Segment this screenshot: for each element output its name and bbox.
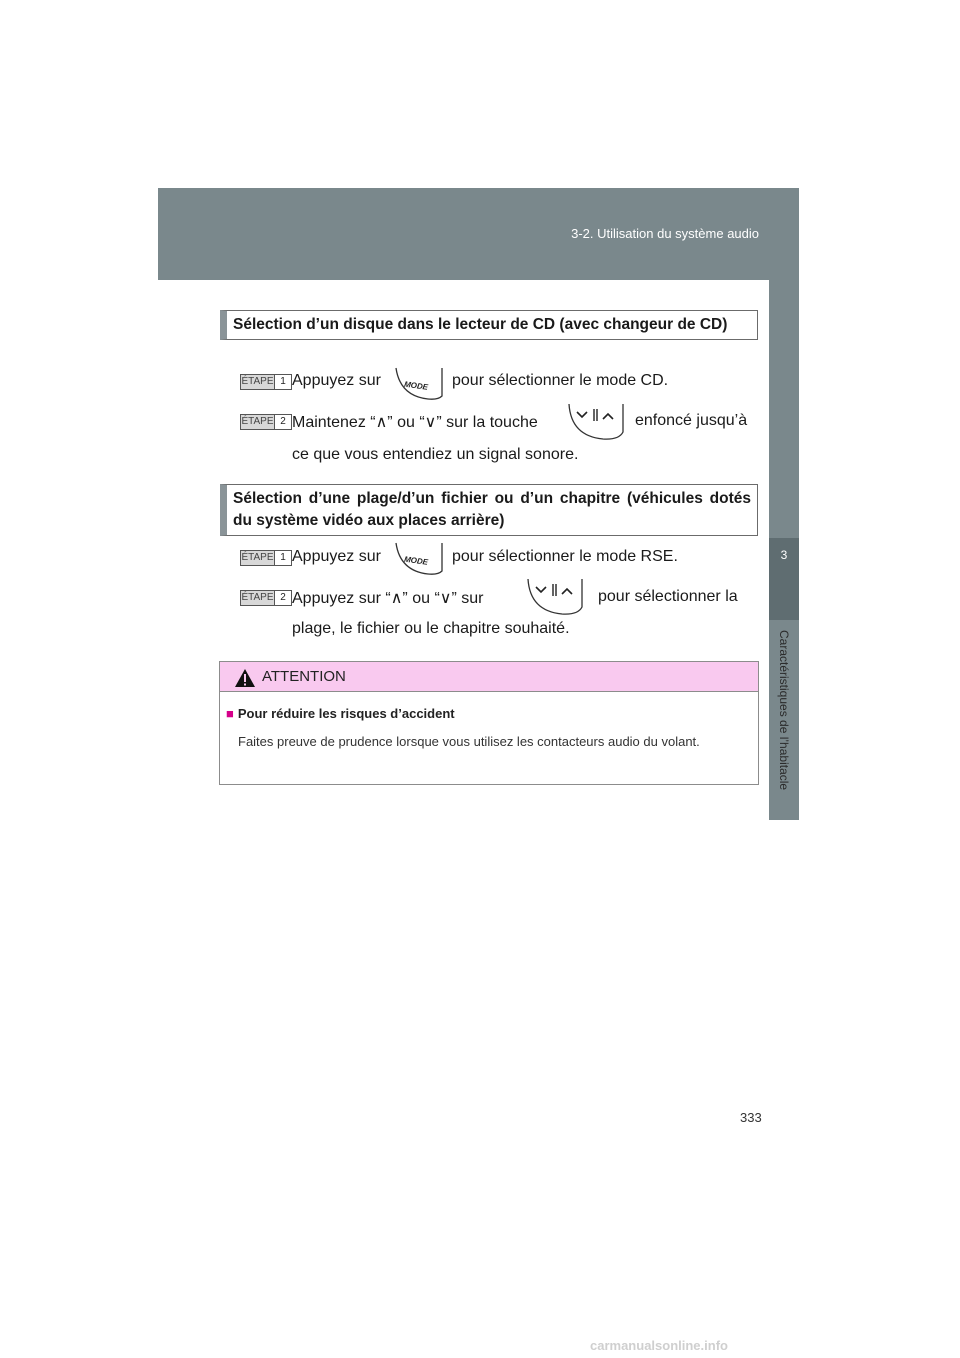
page-number: 333: [740, 1110, 762, 1125]
side-tab-label: Caractéristiques de l’habitacle: [777, 630, 791, 791]
warning-title: ATTENTION: [262, 668, 346, 685]
step-badge: ÉTAPE 1: [240, 374, 292, 390]
seek-button-icon: [563, 402, 627, 442]
warning-triangle-icon: [234, 668, 256, 688]
chapter-title: 3-2. Utilisation du système audio: [571, 226, 759, 241]
seek-button-icon: [522, 577, 586, 617]
svg-text:MODE: MODE: [403, 554, 429, 567]
step-badge: ÉTAPE 2: [240, 590, 292, 606]
mode-button-icon: [388, 366, 444, 402]
footer-watermark: carmanualsonline.info: [590, 1338, 728, 1353]
header-band: [158, 188, 799, 280]
warning-subtitle: ■ Pour réduire les risques d’accident: [226, 706, 455, 721]
step-badge: ÉTAPE 1: [240, 550, 292, 566]
warning-body: Faites preuve de prudence lorsque vous utilisez les contacteurs audio du volant.: [238, 734, 700, 749]
step-badge: ÉTAPE 2: [240, 414, 292, 430]
warning-box: [219, 661, 759, 785]
section-heading-cd: Sélection d’un disque dans le lecteur de CD (avec changeur de CD): [220, 310, 758, 340]
mode-button-icon: [388, 541, 444, 577]
svg-text:MODE: MODE: [403, 379, 429, 392]
side-tab-number: 3: [780, 548, 788, 562]
warning-header: [220, 662, 758, 692]
section-heading-rse: Sélection d’une plage/d’un fichier ou d’un chapitre (véhicules dotés du système vidéo aux places arrière): [220, 484, 758, 536]
